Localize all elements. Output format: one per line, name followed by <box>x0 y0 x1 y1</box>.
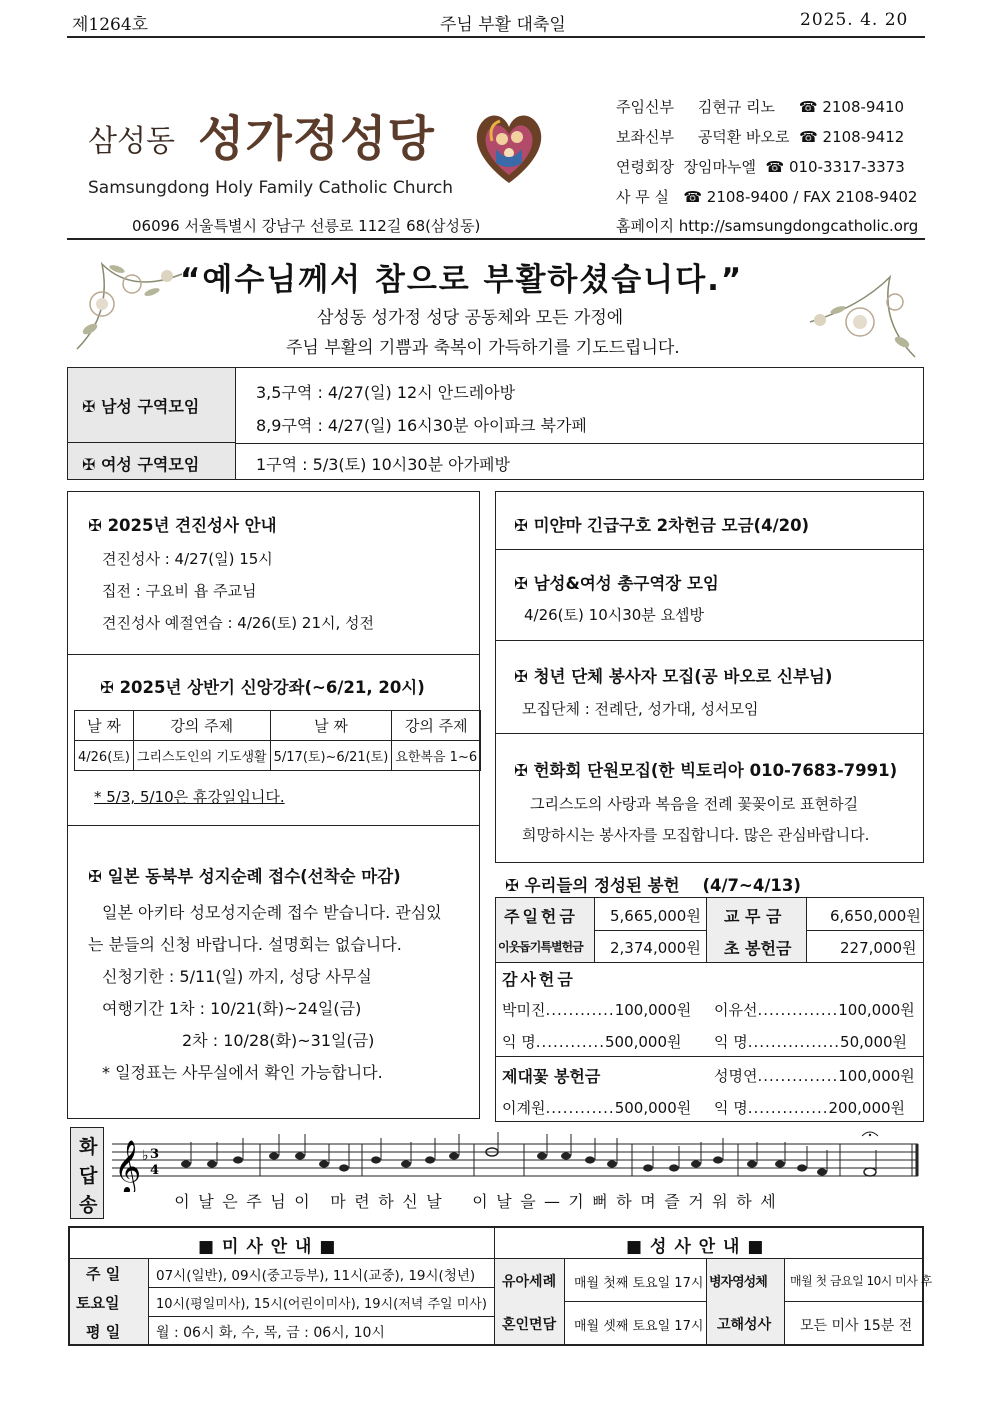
thanks-row1: 박미진............100,000원 <box>502 1001 692 1019</box>
youth-title: ✠ 청년 단체 봉사자 모집(공 바오로 신부님) <box>514 667 833 686</box>
altar-flower-row1: 성명연..............100,000원 <box>714 1067 915 1085</box>
pilgrimage-line3: 신청기한 : 5/11(일) 까지, 성당 사무실 <box>102 967 372 986</box>
flower-title: ✠ 헌화회 단원모집(한 빅토리아 010-7683-7991) <box>514 761 898 780</box>
church-prefix: 삼성동 <box>88 124 175 159</box>
mass-weekday-label: 평 일 <box>86 1323 121 1341</box>
offering-sunday-amount: 5,665,000원 <box>610 907 701 925</box>
lecture-title: ✠ 2025년 상반기 신앙강좌(~6/21, 20시) <box>100 678 425 697</box>
easter-greeting-line2: 주님 부활의 기쁨과 축복이 가득하기를 기도드립니다. <box>286 338 680 358</box>
offering-sunday-label: 주일헌금 <box>504 907 578 926</box>
male-district-line1: 3,5구역 : 4/27(일) 12시 안드레아방 <box>256 383 516 402</box>
altar-flower-row2-b: 익 명..............200,000원 <box>714 1099 906 1117</box>
lecture-header-topic1: 강의 주제 <box>133 711 270 741</box>
infant-baptism-time: 매월 첫째 토요일 17시 <box>574 1276 704 1291</box>
svg-text:3: 3 <box>150 1147 160 1162</box>
sick-communion-time: 매월 첫 금요일 10시 미사 후 <box>790 1274 932 1288</box>
church-address: 06096 서울특별시 강남구 선릉로 112길 68(삼성동) <box>132 217 481 235</box>
contact-assistant: 보좌신부 공덕환 바오로 ☎ 2108-9412 <box>616 128 905 146</box>
confirmation-line1: 견진성사 : 4/27(일) 15시 <box>102 550 273 568</box>
flower-line1: 그리스도의 사랑과 복음을 전례 꽃꽂이로 표현하길 <box>530 795 859 813</box>
mass-saturday-times: 10시(평일미사), 15시(어린이미사), 19시(저녁 주일 미사) <box>156 1297 487 1312</box>
lecture-date2: 5/17(토)~6/21(토) <box>270 741 392 771</box>
pilgrimage-line1: 일본 아키타 성모성지순례 접수 받습니다. 관심있 <box>102 903 442 922</box>
lecture-header-date2: 날 짜 <box>270 711 392 741</box>
confirmation-line2: 집전 : 구요비 욥 주교님 <box>102 582 257 600</box>
male-district-label: ✠ 남성 구역모임 <box>82 397 200 416</box>
svg-text:4: 4 <box>150 1163 160 1178</box>
infant-baptism-label: 유아세례 <box>502 1274 557 1290</box>
thanks-row2-b: 익 명................50,000원 <box>714 1033 908 1051</box>
altar-flower-row2: 이계원............500,000원 <box>502 1099 692 1117</box>
svg-text:♭: ♭ <box>142 1148 149 1164</box>
pilgrimage-line5: 2차 : 10/28(화)~31일(금) <box>182 1031 375 1050</box>
easter-greeting-line1: 삼성동 성가정 성당 공동체와 모든 가정에 <box>317 308 624 328</box>
lecture-note: * 5/3, 5/10은 휴강일입니다. <box>94 788 285 806</box>
music-staff <box>112 1130 924 1192</box>
mass-sunday-times: 07시(일반), 09시(중고등부), 11시(교중), 19시(청년) <box>156 1268 476 1284</box>
offering-charity-label: 이웃돕기특별헌금 <box>498 940 583 954</box>
mass-sunday-label: 주 일 <box>86 1265 121 1283</box>
homepage-link[interactable]: 홈페이지 http://samsungdongcatholic.org <box>616 217 919 235</box>
thanks-label: 감사헌금 <box>502 970 576 989</box>
female-district-label: ✠ 여성 구역모임 <box>82 455 200 474</box>
church-logo <box>470 105 548 191</box>
offering-candle-amount: 227,000원 <box>840 939 917 957</box>
offering-charity-amount: 2,374,000원 <box>610 939 701 957</box>
floral-ornament-right <box>790 262 920 362</box>
svg-text:𝄞: 𝄞 <box>114 1139 142 1192</box>
mass-weekday-times: 월 : 06시 화, 수, 목, 금 : 06시, 10시 <box>156 1325 385 1341</box>
thanks-row1-b: 이유선..............100,000원 <box>714 1001 915 1019</box>
mass-saturday-label: 토요일 <box>76 1294 120 1312</box>
marriage-counsel-time: 매월 셋째 토요일 17시 <box>574 1319 704 1334</box>
confirmation-title: ✠ 2025년 견진성사 안내 <box>88 516 277 535</box>
church-name: 성가정성당 <box>198 111 435 167</box>
marriage-counsel-label: 혼인면담 <box>502 1317 557 1333</box>
easter-headline: “예수님께서 참으로 부활하셨습니다.” <box>180 262 744 298</box>
female-district-line: 1구역 : 5/3(토) 10시30분 아가페방 <box>256 455 510 474</box>
lecture-topic2: 요한복음 1~6 <box>392 741 481 771</box>
lecture-header-date1: 날 짜 <box>75 711 134 741</box>
lecture-date1: 4/26(토) <box>75 741 134 771</box>
lecture-topic1: 그리스도인의 기도생활 <box>133 741 270 771</box>
confession-time: 모든 미사 15분 전 <box>800 1318 913 1334</box>
issue-date: 2025. 4. 20 <box>800 10 909 30</box>
youth-line: 모집단체 : 전례단, 성가대, 성서모임 <box>522 700 759 718</box>
mass-guide-title: ■ 미 사 안 내 ■ <box>198 1237 337 1257</box>
pilgrimage-line6: * 일정표는 사무실에서 확인 가능합니다. <box>102 1063 383 1082</box>
sick-communion-label: 병자영성체 <box>709 1275 767 1290</box>
district-meetings-box <box>67 367 924 480</box>
offering-dues-label: 교 무 금 <box>724 907 782 926</box>
psalm-label-box: 화 답 송 <box>70 1127 104 1219</box>
pilgrimage-line4: 여행기간 1차 : 10/21(화)~24일(금) <box>102 999 362 1018</box>
contact-pastor: 주임신부 김현규 리노 ☎ 2108-9410 <box>616 98 905 116</box>
lecture-header-topic2: 강의 주제 <box>392 711 481 741</box>
myanmar-title: ✠ 미얀마 긴급구호 2차헌금 모금(4/20) <box>514 516 810 535</box>
pilgrimage-title: ✠ 일본 동북부 성지순례 접수(선착순 마감) <box>88 867 401 886</box>
leaders-title: ✠ 남성&여성 총구역장 모임 <box>514 574 719 593</box>
feast-title: 주님 부활 대축일 <box>440 15 566 35</box>
contact-office: 사 무 실 ☎ 2108-9400 / FAX 2108-9402 <box>616 188 918 206</box>
confession-label: 고해성사 <box>717 1317 772 1333</box>
male-district-line2: 8,9구역 : 4/27(일) 16시30분 아이파크 북가페 <box>256 416 587 435</box>
church-english-name: Samsungdong Holy Family Catholic Church <box>88 178 454 198</box>
offering-title: ✠ 우리들의 정성된 봉헌 (4/7~4/13) <box>505 876 801 895</box>
lecture-table <box>74 710 481 771</box>
issue-number: 제1264호 <box>72 15 149 35</box>
offering-dues-amount: 6,650,000원 <box>830 907 921 925</box>
leaders-line: 4/26(토) 10시30분 요셉방 <box>524 606 705 624</box>
confirmation-line3: 견진성사 예절연습 : 4/26(토) 21시, 성전 <box>102 614 375 632</box>
psalm-lyrics: 이 날 은 주 님 이 마 련 하 신 날 이 날 을 — 기 뻐 하 며 즐 거 워 하 세 <box>174 1192 776 1211</box>
pilgrimage-line2: 는 분들의 신청 바랍니다. 설명회는 없습니다. <box>88 935 402 954</box>
offering-candle-label: 초 봉헌금 <box>724 939 792 958</box>
thanks-row2: 익 명............500,000원 <box>502 1033 682 1051</box>
altar-flower-label: 제대꽃 봉헌금 <box>502 1067 601 1086</box>
contact-funeral: 연령회장 장임마누엘 ☎ 010-3317-3373 <box>616 158 905 176</box>
sacrament-guide-title: ■ 성 사 안 내 ■ <box>626 1237 765 1257</box>
flower-line2: 희망하시는 봉사자를 모집합니다. 많은 관심바랍니다. <box>522 826 870 844</box>
